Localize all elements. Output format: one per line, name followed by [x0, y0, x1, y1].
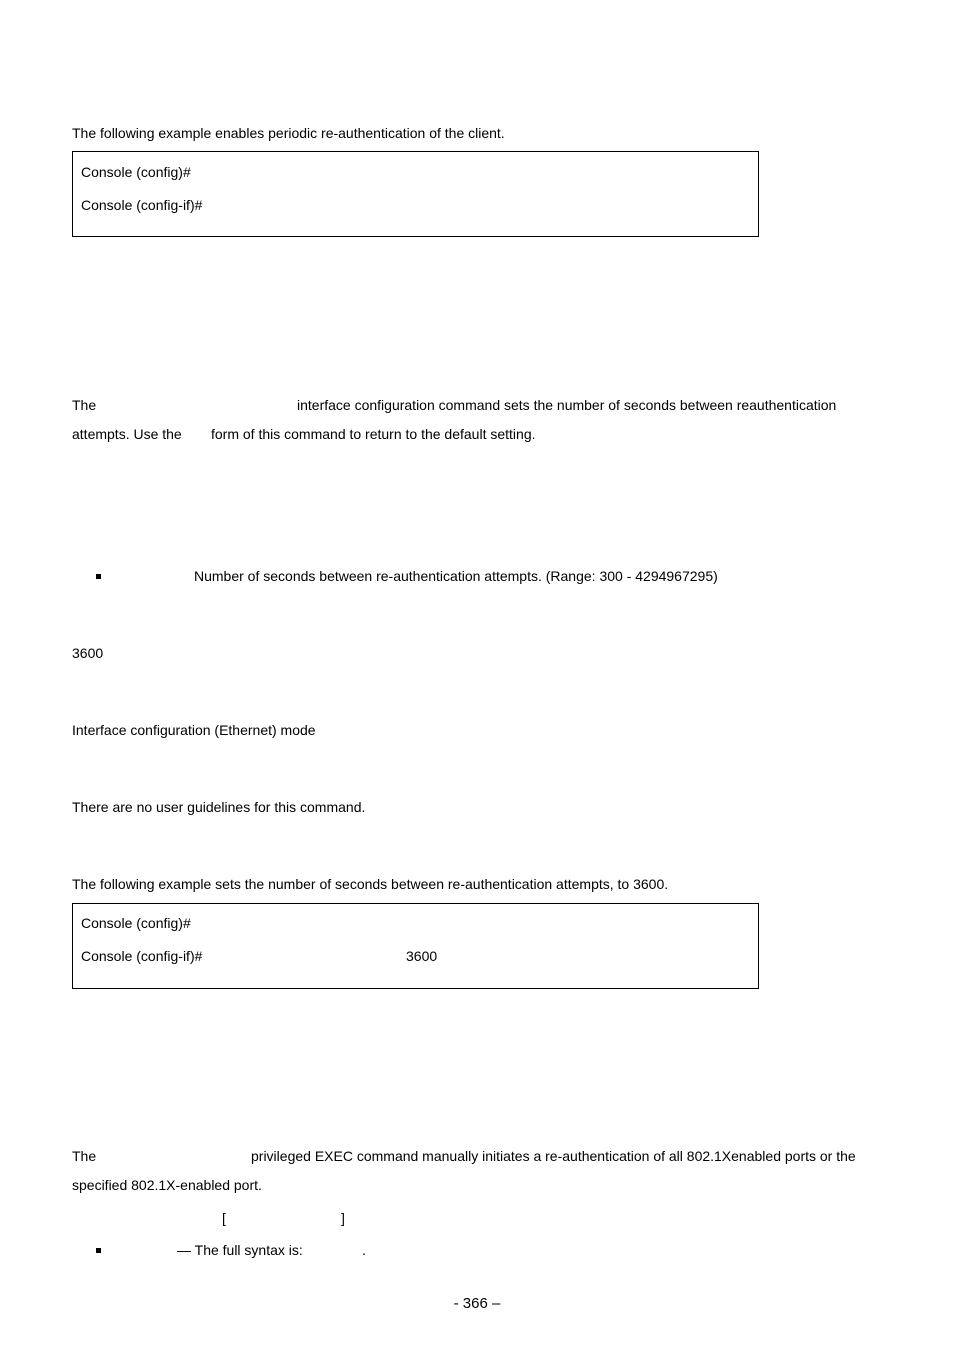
example-intro: The following example enables periodic re-authentication of the client. — [72, 125, 505, 141]
description-text: specified 802.1X-enabled port. — [72, 1177, 262, 1193]
description-text: The — [72, 397, 97, 413]
description-text: The — [72, 1148, 97, 1164]
code-line: Console (config-if)# — [81, 197, 203, 213]
code-example-box — [72, 151, 759, 237]
bullet-icon — [96, 1248, 101, 1253]
code-line: Console (config-if)# — [81, 948, 203, 964]
description-text: privileged EXEC command manually initiates a re-authentication of all 802.1Xenabled ports or the — [251, 1148, 856, 1164]
code-value: 3600 — [406, 948, 438, 964]
syntax-bracket-open: [ — [222, 1210, 226, 1226]
description-text: form of this command to return to the default setting. — [211, 426, 536, 442]
syntax-bracket-close: ] — [341, 1210, 345, 1226]
bullet-icon — [96, 574, 101, 579]
code-line: Console (config)# — [81, 164, 191, 180]
punctuation: . — [362, 1242, 366, 1258]
default-value: 3600 — [72, 645, 104, 661]
page-number: - 366 – — [453, 1295, 501, 1312]
user-guidelines: There are no user guidelines for this command. — [72, 799, 366, 815]
parameter-description: Number of seconds between re-authentication attempts. (Range: 300 - 4294967295) — [194, 568, 718, 584]
example-intro: The following example sets the number of seconds between re-authentication attempts, to 3600. — [72, 876, 669, 892]
code-example-box — [72, 903, 759, 989]
parameter-description: — The full syntax is: — [177, 1242, 303, 1258]
code-line: Console (config)# — [81, 915, 191, 931]
description-text: interface configuration command sets the number of seconds between reauthentication — [297, 397, 837, 413]
command-mode: Interface configuration (Ethernet) mode — [72, 722, 316, 738]
description-text: attempts. Use the — [72, 426, 182, 442]
